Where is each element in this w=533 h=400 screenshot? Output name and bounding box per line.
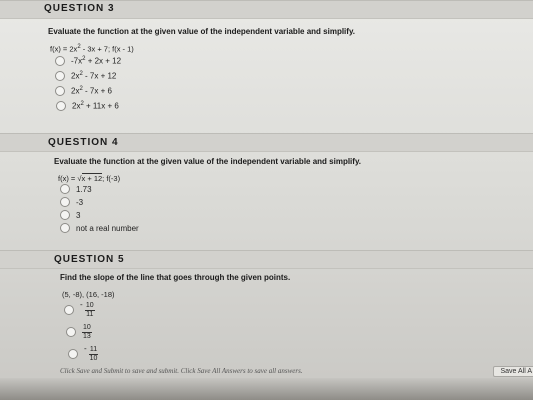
option-text: $-7x^2 + 2x + 12$: [71, 56, 122, 66]
fraction: $\frac{10}{11}$: [85, 302, 94, 318]
given-sup: 2: [77, 44, 81, 50]
q4-option-1[interactable]: [60, 184, 92, 194]
question-3-title: QUESTION 3: [44, 3, 115, 14]
radio-button[interactable]: [60, 223, 70, 233]
q5-option-1[interactable]: [64, 300, 95, 319]
option-text: $2x^2 - 7x + 6$: [71, 86, 112, 96]
question-4-prompt: Evaluate the function at the given value of the independent variable and simplify.: [54, 157, 362, 166]
given-rest: - 3x + 7; f(x - 1): [80, 44, 134, 54]
radio-button[interactable]: [68, 349, 78, 359]
q3-option-2[interactable]: [55, 71, 116, 81]
question-3-prompt: Evaluate the function at the given value of the independent variable and simplify.: [48, 27, 356, 36]
radio-button[interactable]: [55, 86, 65, 96]
radio-button[interactable]: [64, 305, 74, 315]
q3-option-4[interactable]: [56, 101, 119, 111]
q4-option-2[interactable]: [60, 197, 83, 207]
question-3-given: [50, 44, 134, 54]
q4-option-3[interactable]: [60, 210, 80, 220]
radio-button[interactable]: [56, 101, 66, 111]
option-text: 1.73: [76, 184, 92, 194]
option-text: $2x^2 - 7x + 12$: [71, 71, 117, 81]
option-text: not a real number: [76, 223, 139, 233]
question-5-prompt: Find the slope of the line that goes through the given points.: [60, 273, 291, 282]
question-4-given: [58, 174, 120, 183]
q5-option-2[interactable]: [66, 322, 92, 341]
given-prefix: f(x) =: [58, 174, 78, 183]
radio-button[interactable]: [66, 327, 76, 337]
option-text: -3: [76, 197, 84, 207]
option-text: - $\frac{10}{11}$: [80, 300, 94, 318]
fraction: $\frac{10}{13}$: [83, 324, 91, 340]
q5-option-3[interactable]: [68, 344, 98, 363]
radio-button[interactable]: [55, 56, 65, 66]
radicand: x + 12: [81, 174, 103, 183]
radio-button[interactable]: [60, 197, 70, 207]
radio-button[interactable]: [55, 71, 65, 81]
q3-option-1[interactable]: [55, 56, 121, 66]
option-text: - $\frac{11}{10}$: [84, 344, 98, 362]
given-suffix: ; f(-3): [102, 174, 121, 183]
question-5-given: (5, -8), (16, -18): [62, 290, 115, 299]
given-fx: f(x) = 2x: [50, 44, 78, 54]
sqrt-icon: √: [77, 174, 82, 183]
save-all-answers-button[interactable]: Save All A: [493, 366, 533, 377]
radio-button[interactable]: [60, 184, 70, 194]
radio-button[interactable]: [60, 210, 70, 220]
question-5-title: QUESTION 5: [54, 254, 125, 265]
option-text: 3: [76, 210, 81, 220]
question-4-title: QUESTION 4: [48, 137, 119, 148]
fraction: $\frac{11}{10}$: [89, 346, 98, 362]
footer-note: Click Save and Submit to save and submit. Click Save All Answers to save all answers.: [60, 367, 303, 375]
q4-option-4[interactable]: [60, 223, 139, 233]
footer-bar: [0, 378, 533, 400]
option-text: [82, 322, 92, 341]
q3-option-3[interactable]: [55, 86, 112, 96]
option-text: $2x^2 + 11x + 6$: [72, 101, 119, 111]
